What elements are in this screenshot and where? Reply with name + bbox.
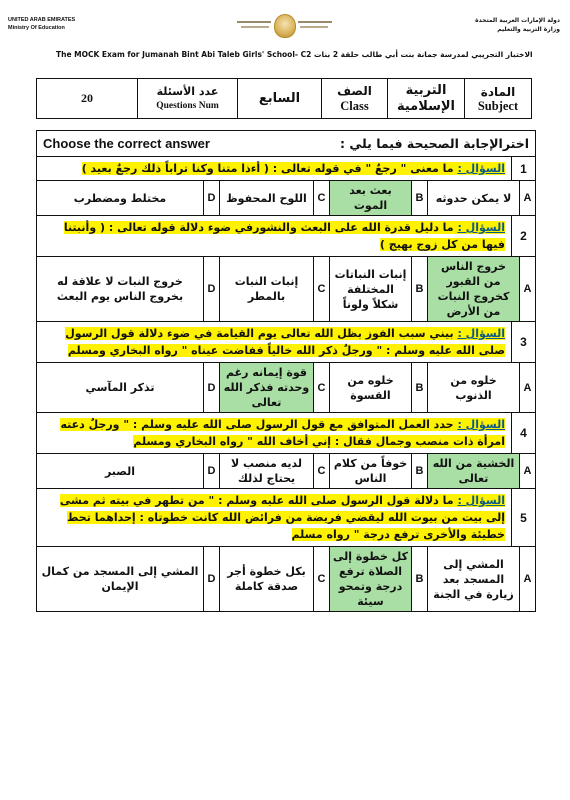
answer-option-d[interactable]: الصبر (104, 464, 136, 478)
question-text (37, 413, 511, 453)
question-number: 3 (511, 322, 535, 362)
answer-option-a[interactable]: خلوه من الذنوب (427, 363, 519, 412)
answer-option-b[interactable]: خلوه من القسوة (329, 363, 411, 412)
question-label: السؤال : (457, 494, 505, 507)
questions-num-header-cell: عدد الأسئلة Questions Num (137, 79, 237, 118)
option-letter-c: C (313, 547, 329, 611)
answer-option-d[interactable]: مختلط ومضطرب (73, 191, 167, 205)
option-letter-a: A (519, 454, 535, 488)
question-label: السؤال : (457, 327, 505, 340)
question-body: ما معنى " رجعٌ " في قوله تعالى : ( أءذا متنا وكنا تراباً ذلك رجعٌ بعيد ) (81, 162, 454, 175)
question-row (37, 216, 535, 257)
option-letter-a: A (519, 257, 535, 321)
option-letter-d: D (203, 454, 219, 488)
ministry-header-ar (475, 16, 560, 34)
option-letter-b: B (411, 257, 427, 321)
options-row (37, 547, 535, 611)
answer-option-b[interactable]: إنبات النباتات المختلفة شكلاً ولوناً (329, 257, 411, 321)
instruction-en: Choose the correct answer (43, 136, 210, 151)
answer-option-a[interactable]: الخشية من الله تعالى (427, 454, 519, 488)
option-letter-d: D (203, 181, 219, 215)
question-number: 5 (511, 489, 535, 546)
question-body: بيني سبب الفوز بظل الله تعالى يوم القيامة في ضوء دلالة قول الرسول صلى الله عليه وسلم : " ورجلٌ ذكر الله خالياً ففاضت عيناه " رواه البخاري ومسلم (65, 327, 505, 357)
answer-option-b[interactable]: بعث بعد الموت (329, 181, 411, 215)
option-letter-a: A (519, 181, 535, 215)
instruction-ar: اخترالإجابة الصحيحة فيما يلي : (340, 136, 529, 151)
questions-num-value-cell: 20 (81, 91, 93, 105)
question-text (37, 322, 511, 362)
subject-value-cell: التربية الإسلامية (387, 79, 464, 118)
question-row (37, 489, 535, 547)
option-letter-a: A (519, 363, 535, 412)
answer-option-d[interactable]: خروج النبات لا علاقة له بخروج الناس يوم البعث (56, 275, 184, 303)
class-value-cell: السابع (237, 79, 321, 118)
option-letter-c: C (313, 454, 329, 488)
question-label: السؤال : (457, 162, 505, 175)
option-letter-d: D (203, 363, 219, 412)
question-number: 4 (511, 413, 535, 453)
answer-option-c[interactable]: اللوح المحفوظ (219, 181, 313, 215)
answer-option-c[interactable]: لديه منصب لا يحتاج لذلك (219, 454, 313, 488)
exam-title-en: The MOCK Exam for Jumanah Bint Abi Taleb Girls' School- C2 (56, 50, 312, 59)
answer-option-a[interactable]: المشي إلى المسجد بعد زيارة في الجنة (427, 547, 519, 611)
answer-option-b[interactable]: كل خطوة إلى الصلاة ترفع درجة وتمحو سيئة (329, 547, 411, 611)
options-row (37, 454, 535, 489)
question-label: السؤال : (457, 418, 505, 431)
question-body: حدد العمل المتوافق مع قول الرسول صلى الله عليه وسلم : " ورجلٌ دعته امرأة ذات منصب وجمال فقال : إني أخاف الله " رواه البخاري ومسلم (60, 418, 505, 448)
option-letter-c: C (313, 363, 329, 412)
exam-title (56, 50, 533, 59)
question-number: 2 (511, 216, 535, 256)
answer-option-a[interactable]: لا يمكن حدوثه (427, 181, 519, 215)
country-name-en: UNITED ARAB EMIRATES (8, 17, 76, 23)
question-label: السؤال : (457, 221, 505, 234)
falcon-emblem-icon (274, 14, 296, 38)
question-body: ما دليل قدرة الله على البعث والنشورفي ضوء دلالة قوله تعالى : ( وأنبتنا فيها من كل زوج بهيج ) (63, 221, 505, 251)
option-letter-d: D (203, 547, 219, 611)
ministry-name-ar: وزارة التربية والتعليم (497, 26, 560, 33)
option-letter-b: B (411, 181, 427, 215)
ministry-name-en: Ministry Of Education (8, 25, 65, 31)
option-letter-c: C (313, 181, 329, 215)
option-letter-b: B (411, 363, 427, 412)
question-text (37, 157, 511, 180)
answer-option-d[interactable]: تذكر المآسي (85, 381, 155, 394)
answer-option-a[interactable]: خروج الناس من القبور كخروج النبات من الأرض (427, 257, 519, 321)
question-row (37, 157, 535, 181)
instruction-row (37, 131, 535, 157)
question-text (37, 489, 511, 546)
option-letter-a: A (519, 547, 535, 611)
answer-option-c[interactable]: بكل خطوة أجر صدقة كاملة (219, 547, 313, 611)
answer-option-b[interactable]: خوفاً من كلام الناس (329, 454, 411, 488)
question-row (37, 413, 535, 454)
question-row (37, 322, 535, 363)
exam-info-table (36, 78, 532, 119)
uae-emblem-logo (237, 14, 332, 42)
options-row (37, 363, 535, 413)
options-row (37, 257, 535, 322)
class-header-cell: الصف Class (321, 79, 387, 118)
answer-option-c[interactable]: إنبات النبات بالمطر (219, 257, 313, 321)
answer-option-d[interactable]: المشي إلى المسجد من كمال الإيمان (41, 565, 199, 593)
options-row (37, 181, 535, 216)
question-body: ما دلالة قول الرسول صلى الله عليه وسلم : " من تطهر في بيته ثم مشى إلى بيت من بيوت الله ليقضي فريضة من فرائض الله كانت خطوتاه : إحداهما تحط خطيئة والأخرى ترفع درجة " رواه مسلم (59, 494, 505, 541)
question-text (37, 216, 511, 256)
country-name-ar: دولة الإمارات العربية المتحدة (475, 17, 560, 24)
question-number: 1 (511, 157, 535, 180)
option-letter-c: C (313, 257, 329, 321)
exam-title-ar: الاختبار التجريبي لمدرسة جمانة بنت أبي طالب حلقة 2 بنات (313, 50, 533, 59)
answer-option-c[interactable]: قوة إيمانه رغم وحدته فذكر الله تعالى (219, 363, 313, 412)
option-letter-d: D (203, 257, 219, 321)
questions-table (36, 130, 536, 612)
option-letter-b: B (411, 454, 427, 488)
option-letter-b: B (411, 547, 427, 611)
ministry-header-en (8, 16, 75, 32)
subject-header-cell: المادة Subject (464, 79, 531, 118)
